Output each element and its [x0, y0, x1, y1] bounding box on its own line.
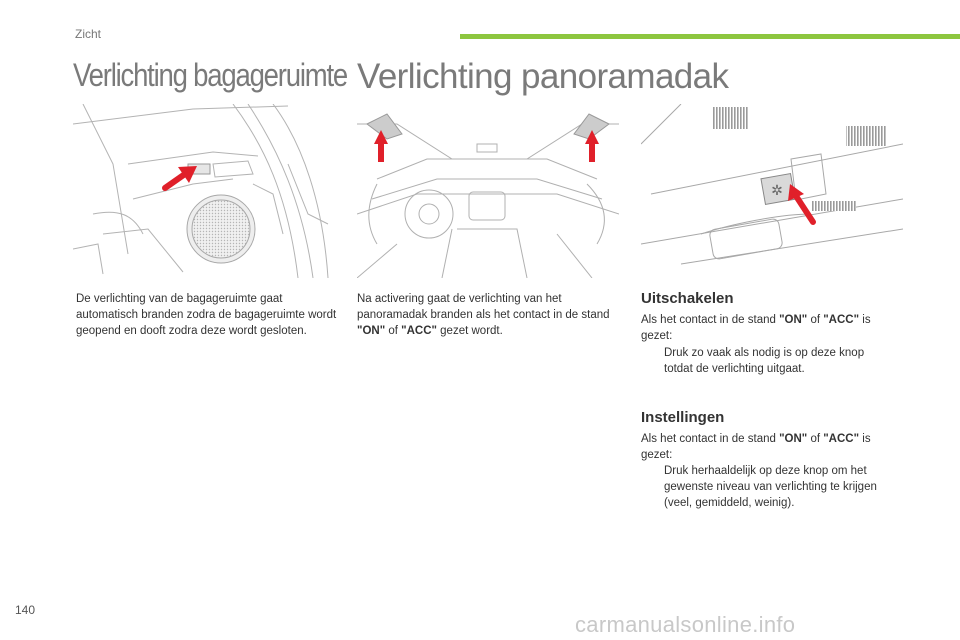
text-part: Na activering gaat de verlichting van het panoramadak branden als het contact in de stand — [357, 293, 610, 321]
header-accent-bar — [460, 34, 960, 39]
switch-off-instruction — [641, 345, 901, 379]
trunk-illustration — [73, 104, 336, 278]
trunk-lighting-text: De verlichting van de bagageruimte gaat automatisch branden zodra de bagageruimte wordt geopend en dooft zodra deze wordt gesloten. — [76, 293, 337, 337]
text-part: of — [385, 325, 402, 337]
on-label: "ON" — [357, 325, 386, 337]
watermark: carmanualsonline.info — [575, 612, 796, 637]
heading-settings: Instellingen — [641, 409, 725, 426]
ceiling-button-illustration — [641, 104, 903, 278]
switch-off-intro — [641, 312, 901, 344]
on-label: "ON" — [779, 433, 808, 445]
dashboard-illustration — [357, 104, 619, 278]
section-label: Zicht — [75, 27, 102, 41]
text-part: is gezet: — [641, 433, 871, 461]
page-number: 140 — [15, 603, 36, 617]
bullet-text: Druk zo vaak als nodig is op deze knop totdat de verlichting uitgaat. — [664, 347, 865, 375]
text-part: gezet wordt. — [436, 325, 503, 337]
heading-switch-off: Uitschakelen — [641, 290, 734, 307]
settings-instruction — [641, 463, 901, 515]
acc-label: "ACC" — [823, 433, 860, 445]
text-part: is gezet: — [641, 314, 871, 342]
settings-intro — [641, 431, 901, 463]
text-part: of — [807, 433, 824, 445]
on-label: "ON" — [779, 314, 808, 326]
text-part: Als het contact in de stand — [641, 314, 780, 326]
bullet-text: Druk herhaaldelijk op deze knop om het gewenste niveau van verlichting te krijgen (veel, gemiddeld, weinig). — [664, 465, 877, 509]
acc-label: "ACC" — [401, 325, 437, 337]
title-panoramic-roof-lighting: Verlichting panoramadak — [357, 57, 729, 96]
text-part: of — [807, 314, 824, 326]
acc-label: "ACC" — [823, 314, 860, 326]
light-icon: ✲ — [771, 183, 783, 199]
title-trunk-lighting: Verlichting bagageruimte — [73, 57, 348, 93]
text-part: Als het contact in de stand — [641, 433, 780, 445]
panoramic-lighting-text — [357, 291, 617, 339]
